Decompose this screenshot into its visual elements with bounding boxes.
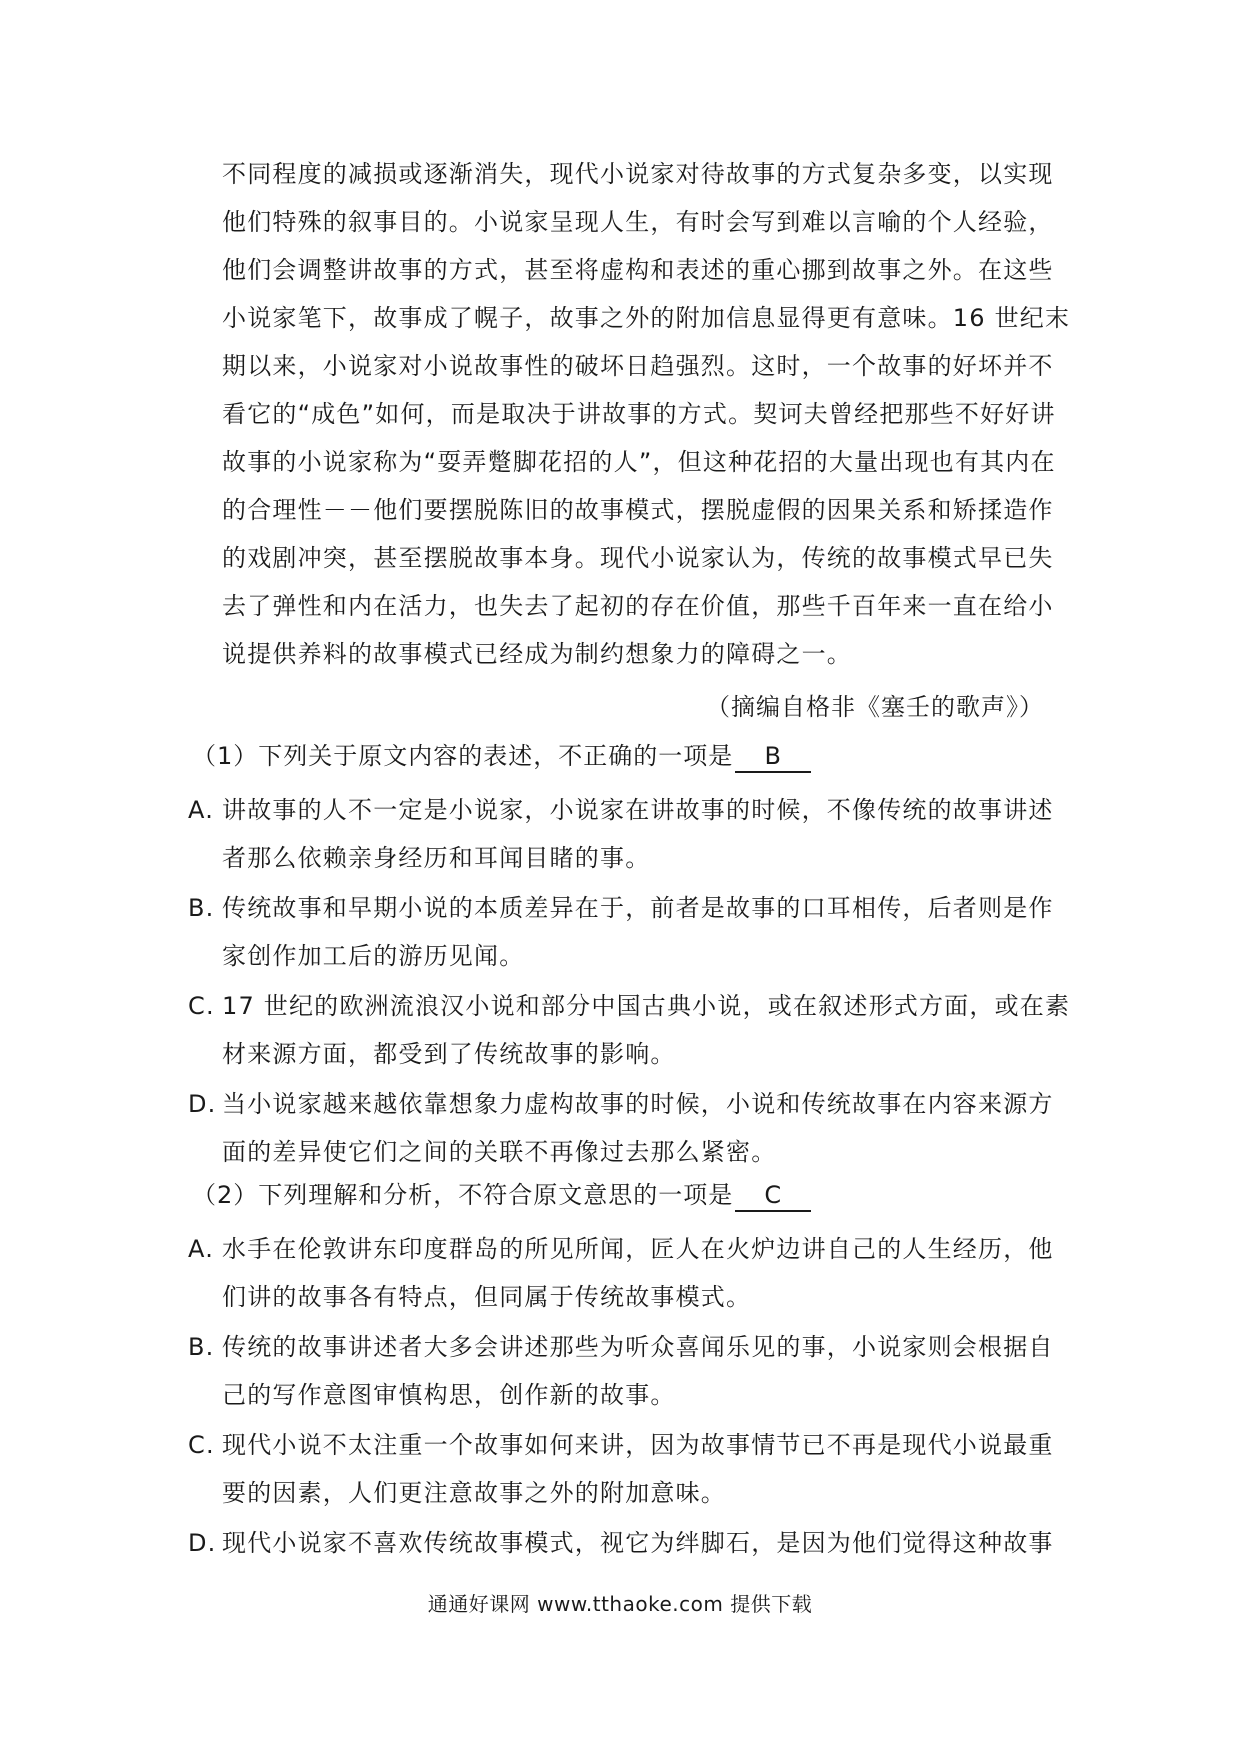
passage-line: 的戏剧冲突，甚至摆脱故事本身。现代小说家认为，传统的故事模式早已失 bbox=[222, 544, 1054, 572]
option-letter: C. bbox=[188, 992, 215, 1020]
option-text: 传统故事和早期小说的本质差异在于，前者是故事的口耳相传，后者则是作 bbox=[222, 894, 1054, 922]
passage-line: 故事的小说家称为“耍弄蹩脚花招的人”，但这种花招的大量出现也有其内在 bbox=[222, 448, 1056, 476]
passage-line: 说提供养料的故事模式已经成为制约想象力的障碍之一。 bbox=[222, 640, 852, 668]
question-1-stem bbox=[192, 736, 811, 776]
passage-line: 小说家笔下，故事成了幌子，故事之外的附加信息显得更有意味。16 世纪末 bbox=[222, 304, 1071, 332]
question-2-option-d bbox=[188, 1519, 1060, 1567]
option-text: 面的差异使它们之间的关联不再像过去那么紧密。 bbox=[222, 1138, 777, 1166]
question-2-option-b bbox=[188, 1323, 1060, 1419]
question-1-option-c bbox=[188, 982, 1071, 1078]
option-text: 传统的故事讲述者大多会讲述那些为听众喜闻乐见的事，小说家则会根据自 bbox=[222, 1333, 1054, 1361]
option-letter: D. bbox=[188, 1090, 217, 1118]
option-text: 水手在伦敦讲东印度群岛的所见所闻，匠人在火炉边讲自己的人生经历，他 bbox=[222, 1235, 1054, 1263]
option-letter: B. bbox=[188, 894, 215, 922]
passage-line: 他们会调整讲故事的方式，甚至将虚构和表述的重心挪到故事之外。在这些 bbox=[222, 256, 1054, 284]
passage-line: 他们特殊的叙事目的。小说家呈现人生，有时会写到难以言喻的个人经验， bbox=[222, 208, 1054, 236]
answer-blank: B bbox=[735, 741, 811, 773]
question-1-option-a bbox=[188, 786, 1060, 882]
question-stem-text: （2）下列理解和分析，不符合原文意思的一项是 bbox=[192, 1181, 734, 1209]
passage-line: 期以来，小说家对小说故事性的破坏日趋强烈。这时，一个故事的好坏并不 bbox=[222, 352, 1054, 380]
option-text: 家创作加工后的游历见闻。 bbox=[222, 942, 525, 970]
option-text: 现代小说家不喜欢传统故事模式，视它为绊脚石，是因为他们觉得这种故事 bbox=[222, 1529, 1054, 1557]
option-text: 17 世纪的欧洲流浪汉小说和部分中国古典小说，或在叙述形式方面，或在素 bbox=[222, 992, 1071, 1020]
option-text: 讲故事的人不一定是小说家，小说家在讲故事的时候，不像传统的故事讲述 bbox=[222, 796, 1054, 824]
answer-blank: C bbox=[735, 1180, 811, 1212]
passage-text bbox=[222, 150, 1071, 678]
question-1-option-b bbox=[188, 884, 1060, 980]
option-letter: B. bbox=[188, 1333, 215, 1361]
option-letter: C. bbox=[188, 1431, 215, 1459]
option-letter: D. bbox=[188, 1529, 217, 1557]
question-2-option-c bbox=[188, 1421, 1060, 1517]
passage-source: （摘编自格非《塞壬的歌声》） bbox=[706, 693, 1044, 721]
option-letter: A. bbox=[188, 1235, 215, 1263]
question-stem-text: （1）下列关于原文内容的表述，不正确的一项是 bbox=[192, 742, 734, 770]
passage-line: 不同程度的减损或逐渐消失，现代小说家对待故事的方式复杂多变，以实现 bbox=[222, 160, 1054, 188]
option-text: 当小说家越来越依靠想象力虚构故事的时候，小说和传统故事在内容来源方 bbox=[222, 1090, 1054, 1118]
option-text: 材来源方面，都受到了传统故事的影响。 bbox=[222, 1040, 676, 1068]
question-2-stem bbox=[192, 1175, 811, 1215]
option-text: 要的因素，人们更注意故事之外的附加意味。 bbox=[222, 1479, 726, 1507]
passage-line: 的合理性－－他们要摆脱陈旧的故事模式，摆脱虚假的因果关系和矫揉造作 bbox=[222, 496, 1054, 524]
passage-line: 去了弹性和内在活力，也失去了起初的存在价值，那些千百年来一直在给小 bbox=[222, 592, 1054, 620]
page-footer: 通通好课网 www.tthaoke.com 提供下载 bbox=[427, 1592, 813, 1616]
option-letter: A. bbox=[188, 796, 215, 824]
option-text: 们讲的故事各有特点，但同属于传统故事模式。 bbox=[222, 1283, 752, 1311]
option-text: 己的写作意图审慎构思，创作新的故事。 bbox=[222, 1381, 676, 1409]
question-1-option-d bbox=[188, 1080, 1060, 1176]
passage-line: 看它的“成色”如何，而是取决于讲故事的方式。契诃夫曾经把那些不好好讲 bbox=[222, 400, 1056, 428]
option-text: 现代小说不太注重一个故事如何来讲，因为故事情节已不再是现代小说最重 bbox=[222, 1431, 1054, 1459]
option-text: 者那么依赖亲身经历和耳闻目睹的事。 bbox=[222, 844, 651, 872]
question-2-option-a bbox=[188, 1225, 1060, 1321]
